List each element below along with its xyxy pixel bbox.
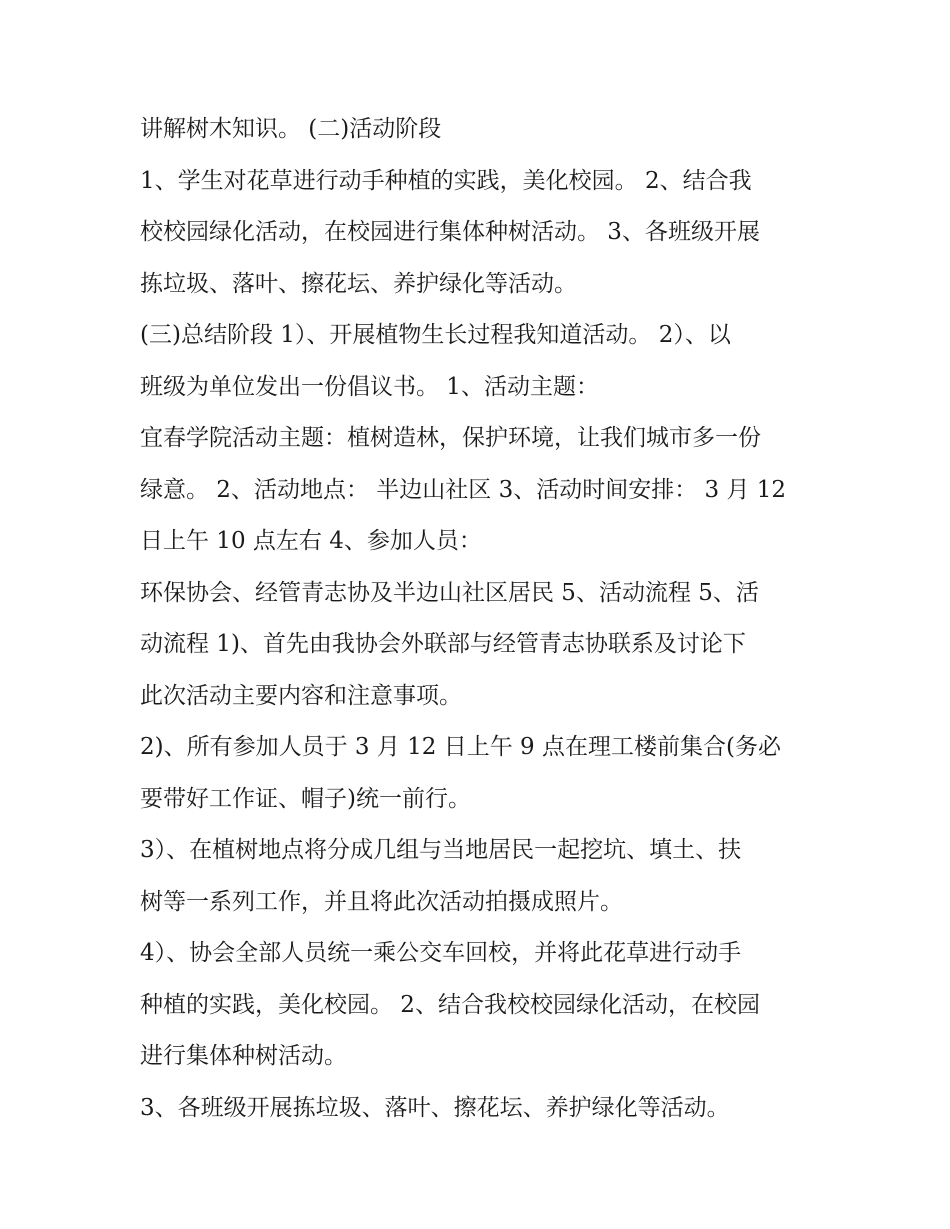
text-line-2: 1、学生对花草进行动手种植的实践，美化校园。 2、结合我: [140, 167, 752, 194]
text-line-17: 4）、协会全部人员统一乘公交车回校，并将此花草进行动手: [140, 940, 742, 966]
text-line-14: 要带好工作证、帽子)统一前行。: [140, 785, 471, 812]
text-line-11: 动流程 1)、首先由我协会外联部与经管青志协联系及讨论下: [140, 631, 746, 657]
text-line-15: 3）、在植树地点将分成几组与当地居民一起挖坑、填土、扶: [140, 837, 742, 863]
text-line-19: 进行集体种树活动。: [140, 1043, 347, 1069]
text-line-18: 种植的实践，美化校园。 2、结合我校校园绿化活动，在校园: [140, 991, 760, 1018]
text-line-3: 校校园绿化活动，在校园进行集体种树活动。 3、各班级开展: [140, 219, 760, 245]
text-line-7: 宜春学院活动主题：植树造林，保护环境，让我们城市多一份: [140, 425, 761, 451]
text-line-12: 此次活动主要内容和注意事项。: [140, 682, 462, 709]
text-line-20: 3、各班级开展拣垃圾、落叶、擦花坛、养护绿化等活动。: [140, 1094, 730, 1121]
text-line-5: (三)总结阶段 1）、开展植物生长过程我知道活动。 2）、以: [140, 322, 731, 348]
text-line-4: 拣垃圾、落叶、擦花坛、养护绿化等活动。: [140, 270, 577, 297]
text-line-8: 绿意。 2、活动地点： 半边山社区 3、活动时间安排： 3 月 12: [140, 476, 787, 503]
text-line-13: 2)、所有参加人员于 3 月 12 日上午 9 点在理工楼前集合(务必: [140, 734, 781, 760]
document-body: [140, 104, 820, 1134]
text-line-6: 班级为单位发出一份倡议书。 1、活动主题：: [140, 373, 599, 400]
text-line-16: 树等一系列工作，并且将此次活动拍摄成照片。: [140, 888, 623, 915]
text-line-1: 讲解树木知识。 (二)活动阶段: [140, 116, 442, 142]
text-line-9: 日上午 10 点左右 4、参加人员：: [140, 528, 482, 554]
text-line-10: 环保协会、经管青志协及半边山社区居民 5、活动流程 5、活: [140, 579, 759, 606]
